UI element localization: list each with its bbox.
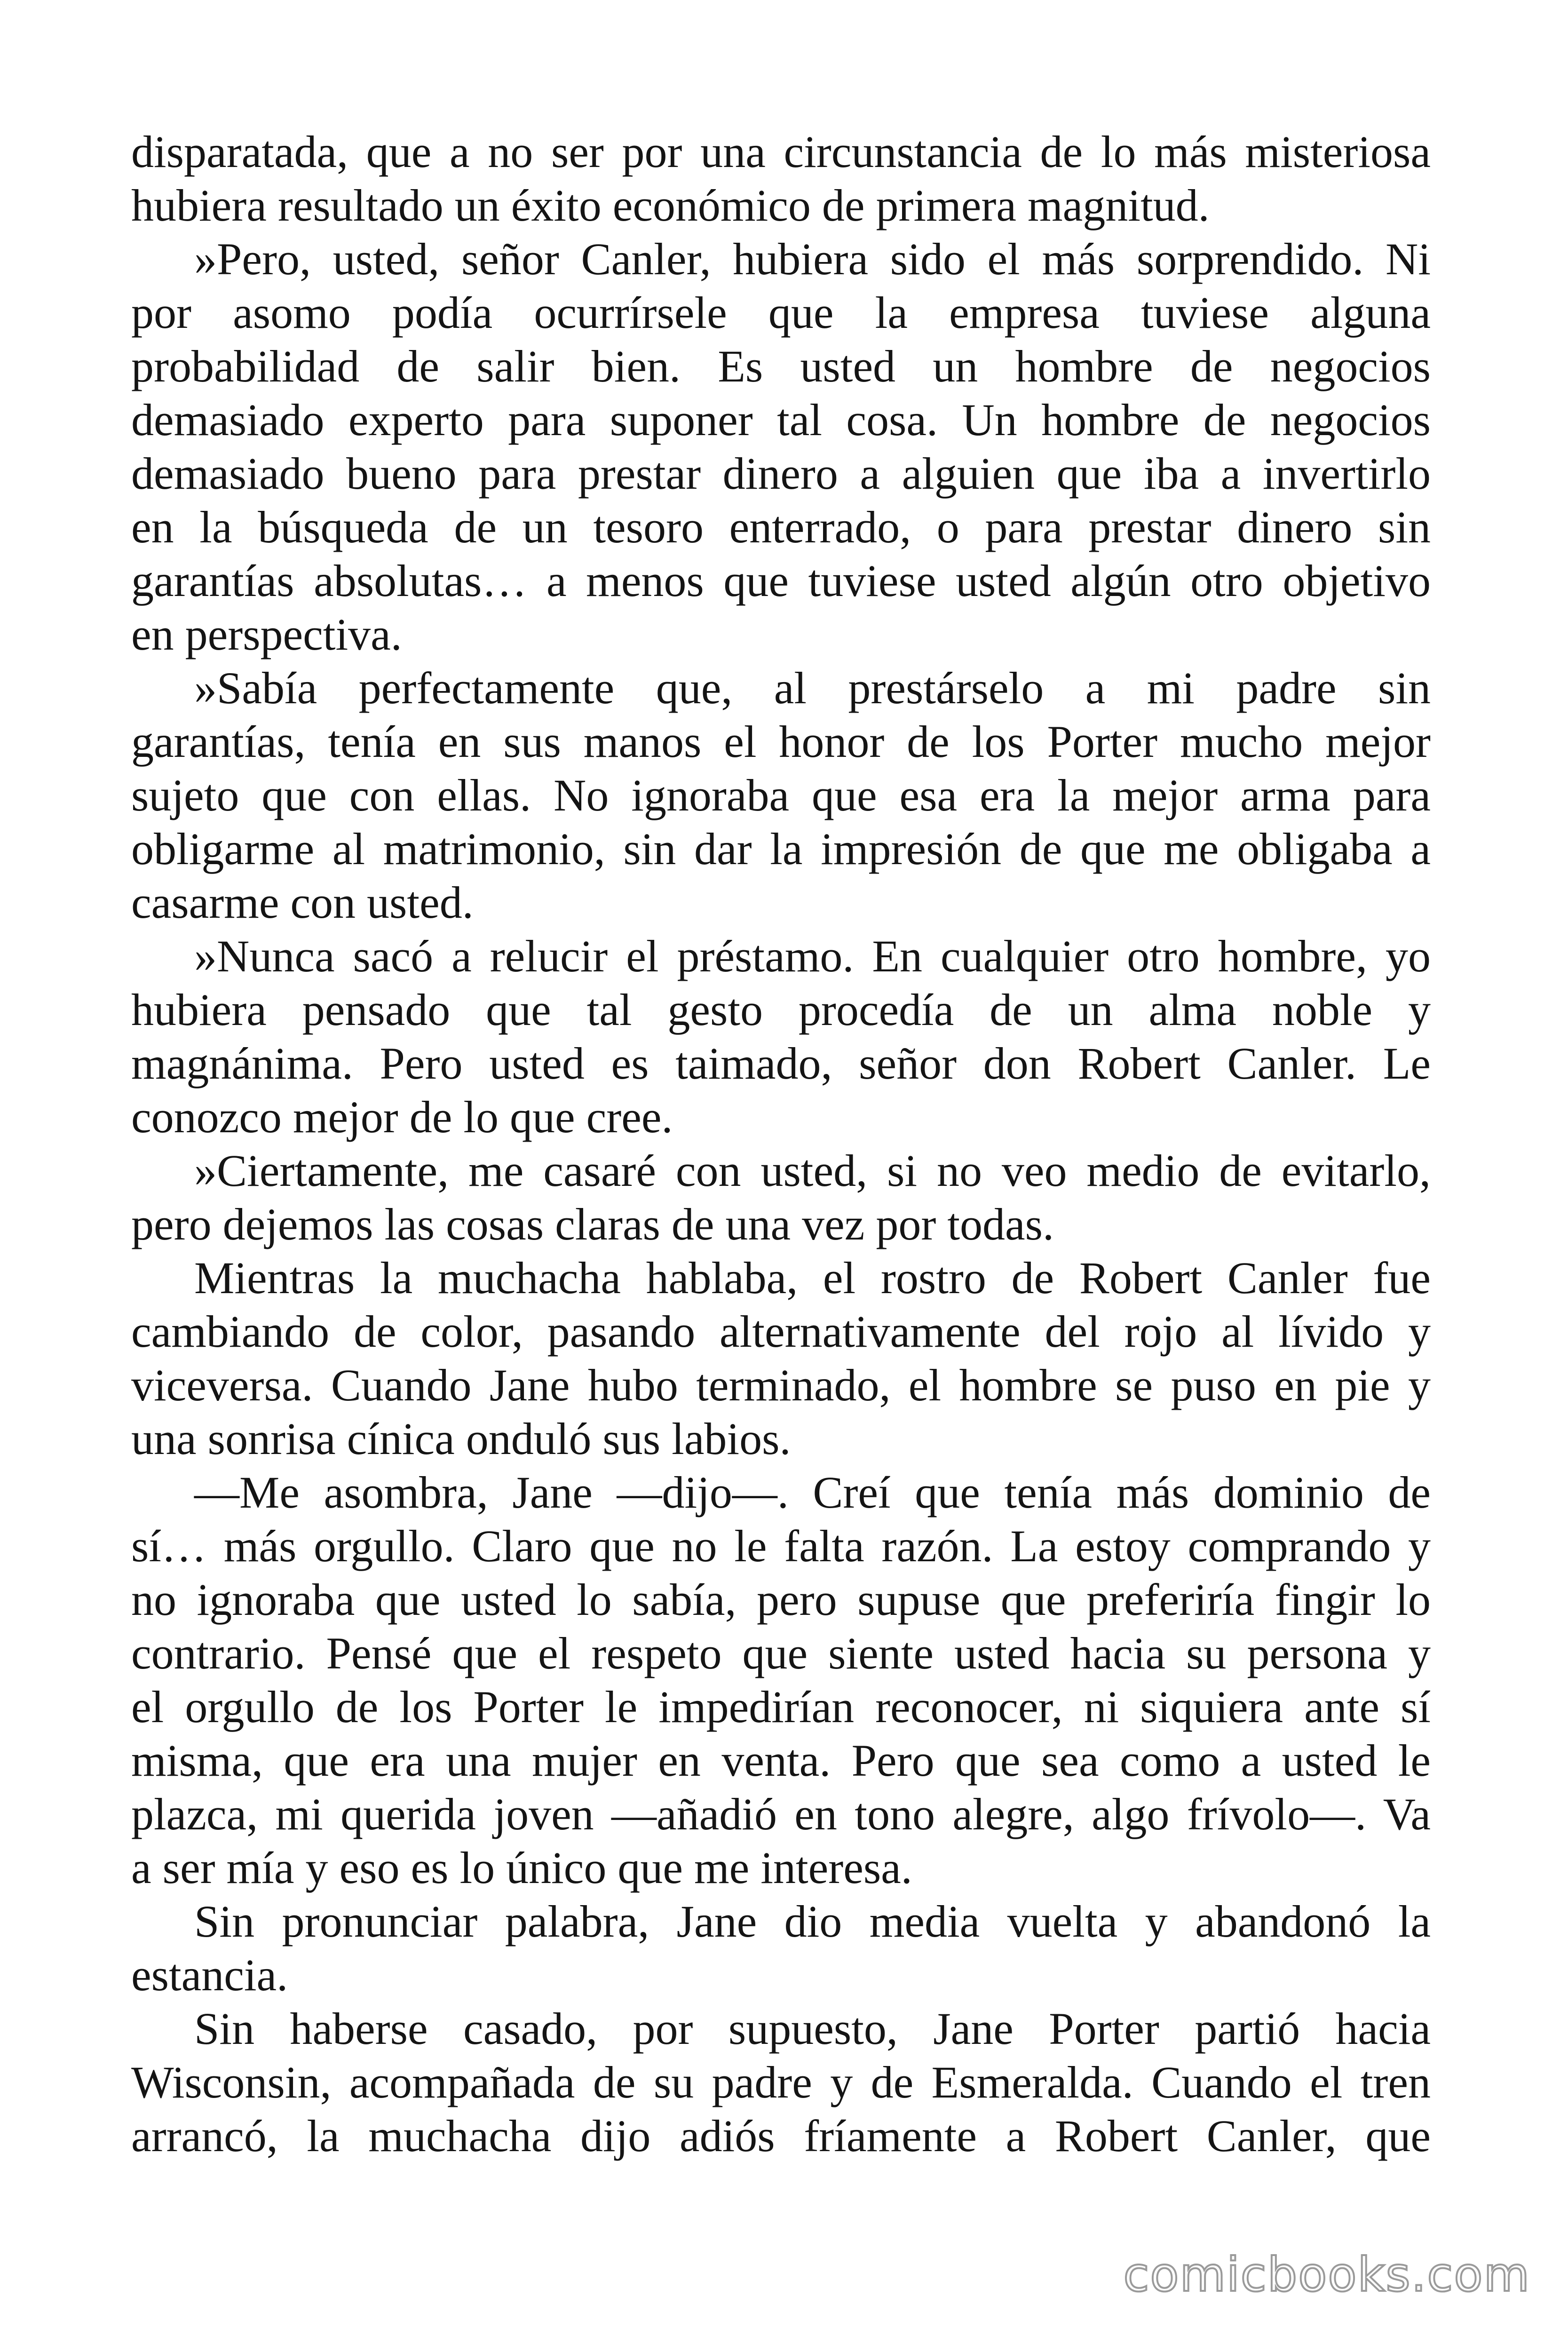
text-line: no ignoraba que usted lo sabía, pero supuse que preferiría fingir lo (131, 1574, 1431, 1625)
text-line: en la búsqueda de un tesoro enterrado, o para prestar dinero sin (131, 502, 1431, 552)
text-line: Sin pronunciar palabra, Jane dio media vuelta y abandonó la (194, 1896, 1431, 1947)
text-line: cambiando de color, pasando alternativamente del rojo al lívido y (131, 1306, 1431, 1357)
text-line: hubiera resultado un éxito económico de primera magnitud. (131, 180, 1210, 230)
paragraph (131, 661, 1431, 930)
watermark: comicbooks.com (1123, 2247, 1530, 2302)
text-line: una sonrisa cínica onduló sus labios. (131, 1414, 791, 1464)
text-line: viceversa. Cuando Jane hubo terminado, el hombre se puso en pie y (131, 1360, 1431, 1410)
text-line: »Ciertamente, me casaré con usted, si no veo medio de evitarlo, (194, 1145, 1431, 1196)
text-line: garantías, tenía en sus manos el honor de los Porter mucho mejor (131, 716, 1431, 767)
body-text (131, 125, 1431, 2163)
paragraph (131, 1251, 1431, 1466)
text-line: pero dejemos las cosas claras de una vez por todas. (131, 1199, 1054, 1249)
text-line: »Nunca sacó a relucir el préstamo. En cualquier otro hombre, yo (194, 931, 1431, 981)
text-line: por asomo podía ocurrírsele que la empresa tuviese alguna (131, 287, 1431, 338)
text-line: el orgullo de los Porter le impedirían reconocer, ni siquiera ante sí (131, 1682, 1431, 1732)
text-line: a ser mía y eso es lo único que me interesa. (131, 1843, 912, 1893)
paragraph (131, 1466, 1431, 1895)
paragraph (131, 1144, 1431, 1251)
text-line: sujeto que con ellas. No ignoraba que esa era la mejor arma para (131, 770, 1431, 820)
text-line: demasiado bueno para prestar dinero a alguien que iba a invertirlo (131, 448, 1431, 499)
text-line: probabilidad de salir bien. Es usted un hombre de negocios (131, 341, 1431, 391)
text-line: conozco mejor de lo que cree. (131, 1092, 673, 1142)
paragraph (131, 1895, 1431, 2002)
text-line: contrario. Pensé que el respeto que siente usted hacia su persona y (131, 1628, 1431, 1678)
text-line: Mientras la muchacha hablaba, el rostro de Robert Canler fue (194, 1253, 1431, 1303)
paragraph (131, 2002, 1431, 2163)
text-line: estancia. (131, 1950, 288, 2000)
text-line: en perspectiva. (131, 609, 402, 660)
text-line: arrancó, la muchacha dijo adiós fríamente a Robert Canler, que (131, 2111, 1431, 2161)
text-line: garantías absolutas… a menos que tuviese usted algún otro objetivo (131, 556, 1431, 606)
text-line: —Me asombra, Jane —dijo—. Creí que tenía más dominio de (194, 1467, 1431, 1518)
text-line: demasiado experto para suponer tal cosa. Un hombre de negocios (131, 395, 1431, 445)
text-line: Sin haberse casado, por supuesto, Jane Porter partió hacia (194, 2003, 1431, 2054)
text-line: hubiera pensado que tal gesto procedía de un alma noble y (131, 985, 1431, 1035)
text-line: »Pero, usted, señor Canler, hubiera sido el más sorprendido. Ni (194, 234, 1431, 284)
text-line: sí… más orgullo. Claro que no le falta razón. La estoy comprando y (131, 1521, 1431, 1571)
text-line: magnánima. Pero usted es taimado, señor don Robert Canler. Le (131, 1038, 1431, 1089)
paragraph (131, 930, 1431, 1144)
text-line: obligarme al matrimonio, sin dar la impresión de que me obligaba a (131, 824, 1431, 874)
paragraph (131, 125, 1431, 232)
text-line: Wisconsin, acompañada de su padre y de Esmeralda. Cuando el tren (131, 2057, 1431, 2107)
text-line: misma, que era una mujer en venta. Pero que sea como a usted le (131, 1735, 1431, 1786)
paragraph (131, 232, 1431, 661)
text-line: disparatada, que a no ser por una circunstancia de lo más misteriosa (131, 127, 1431, 177)
text-line: casarme con usted. (131, 877, 474, 928)
text-line: plazca, mi querida joven —añadió en tono alegre, algo frívolo—. Va (131, 1789, 1431, 1839)
text-line: »Sabía perfectamente que, al prestárselo a mi padre sin (194, 663, 1431, 713)
